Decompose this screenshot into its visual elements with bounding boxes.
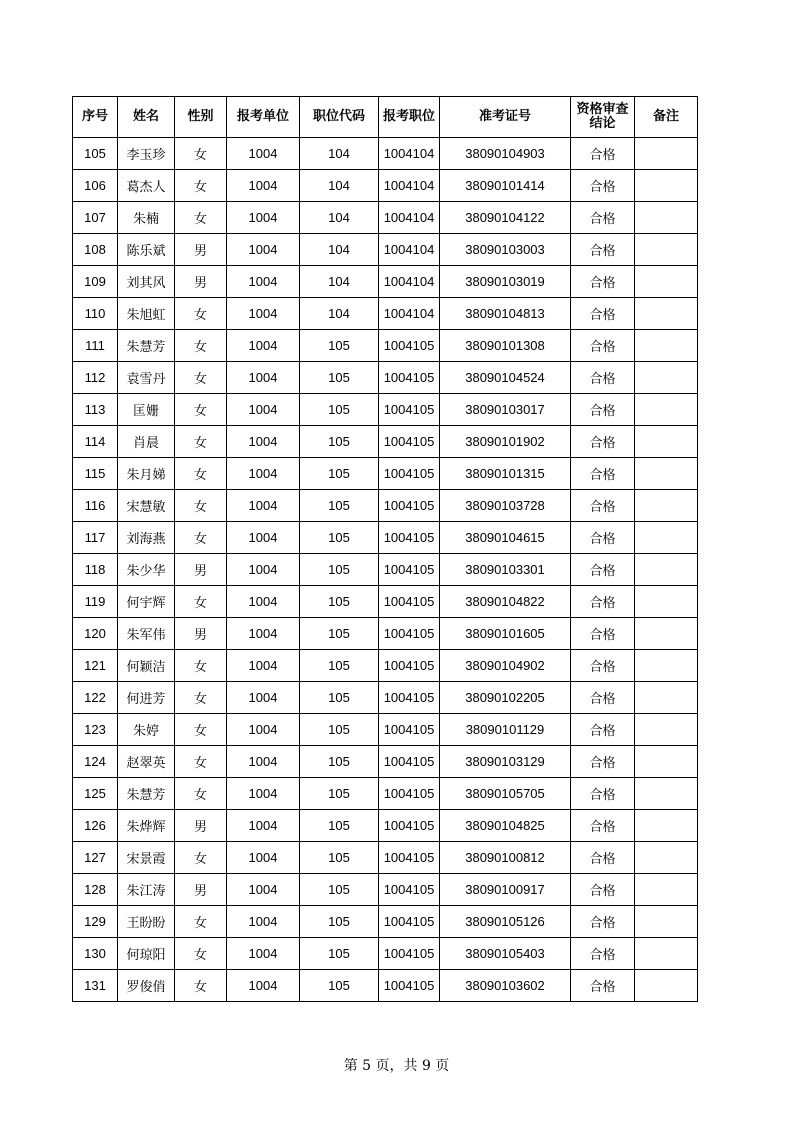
cell-name: 朱少华 bbox=[118, 554, 175, 586]
cell-gender: 女 bbox=[175, 650, 227, 682]
cell-review-result: 合格 bbox=[571, 202, 635, 234]
table-row bbox=[73, 234, 698, 266]
cell-name: 葛杰人 bbox=[118, 170, 175, 202]
cell-review-result: 合格 bbox=[571, 778, 635, 810]
cell-serial-number: 126 bbox=[73, 810, 118, 842]
cell-admission-ticket: 38090104615 bbox=[440, 522, 571, 554]
table-row bbox=[73, 714, 698, 746]
cell-name: 匡姗 bbox=[118, 394, 175, 426]
cell-remarks bbox=[635, 650, 698, 682]
cell-review-result: 合格 bbox=[571, 714, 635, 746]
cell-review-result: 合格 bbox=[571, 298, 635, 330]
cell-name: 何颖洁 bbox=[118, 650, 175, 682]
cell-remarks bbox=[635, 426, 698, 458]
qualification-review-table bbox=[72, 96, 698, 1002]
cell-gender: 男 bbox=[175, 810, 227, 842]
table-row bbox=[73, 458, 698, 490]
cell-gender: 女 bbox=[175, 362, 227, 394]
table-row bbox=[73, 906, 698, 938]
cell-remarks bbox=[635, 874, 698, 906]
cell-applied-unit: 1004 bbox=[227, 362, 300, 394]
cell-name: 肖晨 bbox=[118, 426, 175, 458]
cell-position-code: 105 bbox=[300, 778, 379, 810]
cell-gender: 女 bbox=[175, 938, 227, 970]
table-row bbox=[73, 874, 698, 906]
table-row bbox=[73, 522, 698, 554]
cell-serial-number: 127 bbox=[73, 842, 118, 874]
cell-applied-unit: 1004 bbox=[227, 906, 300, 938]
cell-remarks bbox=[635, 746, 698, 778]
cell-remarks bbox=[635, 298, 698, 330]
cell-review-result: 合格 bbox=[571, 650, 635, 682]
cell-serial-number: 108 bbox=[73, 234, 118, 266]
cell-remarks bbox=[635, 234, 698, 266]
cell-remarks bbox=[635, 842, 698, 874]
table-row bbox=[73, 394, 698, 426]
cell-applied-position: 1004105 bbox=[379, 426, 440, 458]
cell-name: 袁雪丹 bbox=[118, 362, 175, 394]
cell-admission-ticket: 38090101129 bbox=[440, 714, 571, 746]
cell-serial-number: 125 bbox=[73, 778, 118, 810]
table-row bbox=[73, 490, 698, 522]
header-name: 姓名 bbox=[118, 97, 175, 138]
cell-applied-position: 1004105 bbox=[379, 682, 440, 714]
cell-position-code: 105 bbox=[300, 458, 379, 490]
cell-serial-number: 118 bbox=[73, 554, 118, 586]
cell-name: 何宇辉 bbox=[118, 586, 175, 618]
cell-admission-ticket: 38090103301 bbox=[440, 554, 571, 586]
cell-applied-position: 1004105 bbox=[379, 394, 440, 426]
cell-gender: 女 bbox=[175, 458, 227, 490]
cell-serial-number: 130 bbox=[73, 938, 118, 970]
cell-remarks bbox=[635, 490, 698, 522]
cell-remarks bbox=[635, 618, 698, 650]
cell-position-code: 105 bbox=[300, 554, 379, 586]
table-row bbox=[73, 362, 698, 394]
cell-name: 朱旭虹 bbox=[118, 298, 175, 330]
cell-applied-position: 1004105 bbox=[379, 522, 440, 554]
cell-name: 刘其风 bbox=[118, 266, 175, 298]
table-row bbox=[73, 682, 698, 714]
cell-applied-position: 1004105 bbox=[379, 362, 440, 394]
cell-applied-unit: 1004 bbox=[227, 714, 300, 746]
cell-admission-ticket: 38090101902 bbox=[440, 426, 571, 458]
cell-name: 陈乐斌 bbox=[118, 234, 175, 266]
cell-admission-ticket: 38090103728 bbox=[440, 490, 571, 522]
cell-applied-position: 1004105 bbox=[379, 650, 440, 682]
table-row bbox=[73, 938, 698, 970]
cell-position-code: 105 bbox=[300, 746, 379, 778]
cell-gender: 女 bbox=[175, 298, 227, 330]
cell-gender: 女 bbox=[175, 330, 227, 362]
cell-review-result: 合格 bbox=[571, 874, 635, 906]
cell-applied-unit: 1004 bbox=[227, 746, 300, 778]
cell-serial-number: 120 bbox=[73, 618, 118, 650]
cell-remarks bbox=[635, 138, 698, 170]
cell-applied-unit: 1004 bbox=[227, 522, 300, 554]
cell-position-code: 105 bbox=[300, 362, 379, 394]
cell-applied-unit: 1004 bbox=[227, 554, 300, 586]
cell-admission-ticket: 38090104825 bbox=[440, 810, 571, 842]
cell-position-code: 104 bbox=[300, 170, 379, 202]
cell-applied-unit: 1004 bbox=[227, 650, 300, 682]
cell-gender: 女 bbox=[175, 746, 227, 778]
cell-admission-ticket: 38090102205 bbox=[440, 682, 571, 714]
cell-applied-position: 1004105 bbox=[379, 554, 440, 586]
cell-gender: 女 bbox=[175, 426, 227, 458]
cell-name: 何进芳 bbox=[118, 682, 175, 714]
cell-position-code: 105 bbox=[300, 618, 379, 650]
cell-remarks bbox=[635, 522, 698, 554]
cell-gender: 女 bbox=[175, 778, 227, 810]
header-remarks: 备注 bbox=[635, 97, 698, 138]
cell-review-result: 合格 bbox=[571, 490, 635, 522]
cell-name: 宋慧敏 bbox=[118, 490, 175, 522]
cell-position-code: 105 bbox=[300, 522, 379, 554]
cell-admission-ticket: 38090105126 bbox=[440, 906, 571, 938]
cell-review-result: 合格 bbox=[571, 234, 635, 266]
cell-applied-position: 1004104 bbox=[379, 170, 440, 202]
cell-admission-ticket: 38090105705 bbox=[440, 778, 571, 810]
cell-position-code: 105 bbox=[300, 394, 379, 426]
cell-applied-unit: 1004 bbox=[227, 394, 300, 426]
cell-review-result: 合格 bbox=[571, 842, 635, 874]
cell-serial-number: 111 bbox=[73, 330, 118, 362]
cell-gender: 男 bbox=[175, 234, 227, 266]
cell-applied-position: 1004105 bbox=[379, 970, 440, 1002]
cell-admission-ticket: 38090104902 bbox=[440, 650, 571, 682]
cell-admission-ticket: 38090103602 bbox=[440, 970, 571, 1002]
cell-name: 朱楠 bbox=[118, 202, 175, 234]
cell-applied-position: 1004104 bbox=[379, 234, 440, 266]
cell-applied-unit: 1004 bbox=[227, 298, 300, 330]
cell-name: 赵翠英 bbox=[118, 746, 175, 778]
cell-applied-position: 1004105 bbox=[379, 842, 440, 874]
cell-review-result: 合格 bbox=[571, 682, 635, 714]
cell-remarks bbox=[635, 330, 698, 362]
cell-position-code: 104 bbox=[300, 298, 379, 330]
cell-position-code: 105 bbox=[300, 906, 379, 938]
cell-applied-position: 1004105 bbox=[379, 714, 440, 746]
cell-applied-position: 1004105 bbox=[379, 490, 440, 522]
cell-serial-number: 107 bbox=[73, 202, 118, 234]
header-position-code: 职位代码 bbox=[300, 97, 379, 138]
cell-serial-number: 105 bbox=[73, 138, 118, 170]
page-number-footer: 第 5 页，共 9 页 bbox=[343, 1058, 450, 1074]
cell-name: 罗俊俏 bbox=[118, 970, 175, 1002]
cell-applied-unit: 1004 bbox=[227, 874, 300, 906]
cell-applied-unit: 1004 bbox=[227, 266, 300, 298]
cell-serial-number: 129 bbox=[73, 906, 118, 938]
cell-admission-ticket: 38090101605 bbox=[440, 618, 571, 650]
table-row bbox=[73, 170, 698, 202]
cell-applied-unit: 1004 bbox=[227, 842, 300, 874]
table-row bbox=[73, 266, 698, 298]
cell-applied-position: 1004105 bbox=[379, 586, 440, 618]
cell-admission-ticket: 38090101315 bbox=[440, 458, 571, 490]
header-gender: 性别 bbox=[175, 97, 227, 138]
cell-gender: 女 bbox=[175, 906, 227, 938]
cell-applied-unit: 1004 bbox=[227, 234, 300, 266]
cell-serial-number: 128 bbox=[73, 874, 118, 906]
cell-applied-unit: 1004 bbox=[227, 490, 300, 522]
cell-remarks bbox=[635, 554, 698, 586]
cell-serial-number: 119 bbox=[73, 586, 118, 618]
header-review-result: 资格审查结论 bbox=[571, 97, 635, 138]
cell-remarks bbox=[635, 202, 698, 234]
table-row bbox=[73, 746, 698, 778]
cell-serial-number: 131 bbox=[73, 970, 118, 1002]
cell-serial-number: 115 bbox=[73, 458, 118, 490]
cell-applied-position: 1004105 bbox=[379, 906, 440, 938]
cell-review-result: 合格 bbox=[571, 362, 635, 394]
cell-gender: 女 bbox=[175, 394, 227, 426]
header-applied-position: 报考职位 bbox=[379, 97, 440, 138]
cell-gender: 女 bbox=[175, 842, 227, 874]
cell-review-result: 合格 bbox=[571, 554, 635, 586]
cell-review-result: 合格 bbox=[571, 746, 635, 778]
cell-applied-position: 1004104 bbox=[379, 138, 440, 170]
table-row bbox=[73, 138, 698, 170]
cell-name: 朱婷 bbox=[118, 714, 175, 746]
cell-review-result: 合格 bbox=[571, 906, 635, 938]
table-row bbox=[73, 618, 698, 650]
cell-admission-ticket: 38090104122 bbox=[440, 202, 571, 234]
cell-gender: 女 bbox=[175, 586, 227, 618]
cell-gender: 男 bbox=[175, 554, 227, 586]
cell-position-code: 105 bbox=[300, 810, 379, 842]
cell-admission-ticket: 38090103017 bbox=[440, 394, 571, 426]
cell-position-code: 105 bbox=[300, 650, 379, 682]
cell-position-code: 105 bbox=[300, 714, 379, 746]
cell-applied-position: 1004104 bbox=[379, 202, 440, 234]
cell-admission-ticket: 38090101414 bbox=[440, 170, 571, 202]
header-applied-unit: 报考单位 bbox=[227, 97, 300, 138]
cell-admission-ticket: 38090105403 bbox=[440, 938, 571, 970]
cell-review-result: 合格 bbox=[571, 810, 635, 842]
cell-remarks bbox=[635, 586, 698, 618]
cell-admission-ticket: 38090104903 bbox=[440, 138, 571, 170]
cell-applied-unit: 1004 bbox=[227, 618, 300, 650]
cell-position-code: 105 bbox=[300, 970, 379, 1002]
cell-applied-position: 1004105 bbox=[379, 778, 440, 810]
cell-remarks bbox=[635, 970, 698, 1002]
cell-gender: 男 bbox=[175, 266, 227, 298]
cell-name: 朱慧芳 bbox=[118, 778, 175, 810]
cell-serial-number: 106 bbox=[73, 170, 118, 202]
cell-serial-number: 112 bbox=[73, 362, 118, 394]
cell-position-code: 104 bbox=[300, 234, 379, 266]
cell-serial-number: 122 bbox=[73, 682, 118, 714]
cell-position-code: 105 bbox=[300, 426, 379, 458]
cell-remarks bbox=[635, 810, 698, 842]
table-row bbox=[73, 298, 698, 330]
cell-applied-position: 1004105 bbox=[379, 618, 440, 650]
cell-position-code: 105 bbox=[300, 586, 379, 618]
cell-applied-unit: 1004 bbox=[227, 586, 300, 618]
cell-applied-unit: 1004 bbox=[227, 330, 300, 362]
cell-remarks bbox=[635, 938, 698, 970]
cell-applied-unit: 1004 bbox=[227, 202, 300, 234]
cell-admission-ticket: 38090104813 bbox=[440, 298, 571, 330]
table-body bbox=[73, 138, 698, 1002]
cell-name: 宋景霞 bbox=[118, 842, 175, 874]
cell-remarks bbox=[635, 458, 698, 490]
header-serial-number: 序号 bbox=[73, 97, 118, 138]
table-row bbox=[73, 810, 698, 842]
cell-name: 何琼阳 bbox=[118, 938, 175, 970]
cell-gender: 女 bbox=[175, 522, 227, 554]
cell-serial-number: 113 bbox=[73, 394, 118, 426]
cell-name: 李玉珍 bbox=[118, 138, 175, 170]
cell-gender: 女 bbox=[175, 138, 227, 170]
cell-applied-position: 1004105 bbox=[379, 458, 440, 490]
cell-remarks bbox=[635, 362, 698, 394]
cell-review-result: 合格 bbox=[571, 970, 635, 1002]
cell-review-result: 合格 bbox=[571, 618, 635, 650]
cell-admission-ticket: 38090100917 bbox=[440, 874, 571, 906]
cell-serial-number: 114 bbox=[73, 426, 118, 458]
cell-remarks bbox=[635, 906, 698, 938]
cell-applied-position: 1004105 bbox=[379, 810, 440, 842]
cell-name: 朱江涛 bbox=[118, 874, 175, 906]
cell-remarks bbox=[635, 266, 698, 298]
table-row bbox=[73, 650, 698, 682]
cell-applied-unit: 1004 bbox=[227, 458, 300, 490]
cell-gender: 女 bbox=[175, 682, 227, 714]
cell-review-result: 合格 bbox=[571, 522, 635, 554]
cell-serial-number: 123 bbox=[73, 714, 118, 746]
cell-admission-ticket: 38090103019 bbox=[440, 266, 571, 298]
cell-applied-position: 1004104 bbox=[379, 266, 440, 298]
cell-review-result: 合格 bbox=[571, 394, 635, 426]
cell-applied-position: 1004105 bbox=[379, 330, 440, 362]
cell-applied-unit: 1004 bbox=[227, 170, 300, 202]
table-row bbox=[73, 778, 698, 810]
cell-position-code: 105 bbox=[300, 842, 379, 874]
cell-applied-unit: 1004 bbox=[227, 682, 300, 714]
table-row bbox=[73, 970, 698, 1002]
cell-serial-number: 124 bbox=[73, 746, 118, 778]
cell-applied-unit: 1004 bbox=[227, 810, 300, 842]
cell-applied-position: 1004105 bbox=[379, 746, 440, 778]
cell-name: 朱月娣 bbox=[118, 458, 175, 490]
cell-remarks bbox=[635, 170, 698, 202]
cell-admission-ticket: 38090103003 bbox=[440, 234, 571, 266]
cell-position-code: 105 bbox=[300, 682, 379, 714]
cell-position-code: 105 bbox=[300, 490, 379, 522]
cell-gender: 男 bbox=[175, 874, 227, 906]
cell-review-result: 合格 bbox=[571, 938, 635, 970]
cell-applied-position: 1004105 bbox=[379, 874, 440, 906]
cell-gender: 女 bbox=[175, 490, 227, 522]
cell-name: 朱军伟 bbox=[118, 618, 175, 650]
cell-applied-unit: 1004 bbox=[227, 426, 300, 458]
cell-review-result: 合格 bbox=[571, 426, 635, 458]
cell-name: 王盼盼 bbox=[118, 906, 175, 938]
cell-position-code: 105 bbox=[300, 938, 379, 970]
cell-serial-number: 116 bbox=[73, 490, 118, 522]
cell-admission-ticket: 38090104822 bbox=[440, 586, 571, 618]
cell-review-result: 合格 bbox=[571, 458, 635, 490]
cell-review-result: 合格 bbox=[571, 330, 635, 362]
cell-review-result: 合格 bbox=[571, 138, 635, 170]
cell-position-code: 104 bbox=[300, 138, 379, 170]
cell-admission-ticket: 38090100812 bbox=[440, 842, 571, 874]
cell-serial-number: 117 bbox=[73, 522, 118, 554]
cell-position-code: 105 bbox=[300, 330, 379, 362]
cell-gender: 女 bbox=[175, 170, 227, 202]
cell-gender: 男 bbox=[175, 618, 227, 650]
table-header-row bbox=[73, 97, 698, 138]
table-row bbox=[73, 330, 698, 362]
cell-gender: 女 bbox=[175, 970, 227, 1002]
cell-position-code: 104 bbox=[300, 266, 379, 298]
cell-admission-ticket: 38090101308 bbox=[440, 330, 571, 362]
table-row bbox=[73, 554, 698, 586]
table-row bbox=[73, 586, 698, 618]
cell-review-result: 合格 bbox=[571, 266, 635, 298]
cell-remarks bbox=[635, 682, 698, 714]
table-row bbox=[73, 842, 698, 874]
cell-gender: 女 bbox=[175, 714, 227, 746]
table-row bbox=[73, 202, 698, 234]
cell-serial-number: 121 bbox=[73, 650, 118, 682]
cell-gender: 女 bbox=[175, 202, 227, 234]
cell-name: 朱烨辉 bbox=[118, 810, 175, 842]
header-admission-ticket: 准考证号 bbox=[440, 97, 571, 138]
cell-admission-ticket: 38090103129 bbox=[440, 746, 571, 778]
cell-serial-number: 110 bbox=[73, 298, 118, 330]
cell-applied-position: 1004105 bbox=[379, 938, 440, 970]
cell-applied-unit: 1004 bbox=[227, 138, 300, 170]
cell-position-code: 105 bbox=[300, 874, 379, 906]
cell-applied-position: 1004104 bbox=[379, 298, 440, 330]
cell-applied-unit: 1004 bbox=[227, 970, 300, 1002]
cell-remarks bbox=[635, 394, 698, 426]
cell-admission-ticket: 38090104524 bbox=[440, 362, 571, 394]
table-row bbox=[73, 426, 698, 458]
cell-position-code: 104 bbox=[300, 202, 379, 234]
cell-serial-number: 109 bbox=[73, 266, 118, 298]
cell-remarks bbox=[635, 714, 698, 746]
cell-applied-unit: 1004 bbox=[227, 938, 300, 970]
cell-review-result: 合格 bbox=[571, 170, 635, 202]
cell-review-result: 合格 bbox=[571, 586, 635, 618]
cell-name: 刘海燕 bbox=[118, 522, 175, 554]
cell-name: 朱慧芳 bbox=[118, 330, 175, 362]
cell-remarks bbox=[635, 778, 698, 810]
cell-applied-unit: 1004 bbox=[227, 778, 300, 810]
